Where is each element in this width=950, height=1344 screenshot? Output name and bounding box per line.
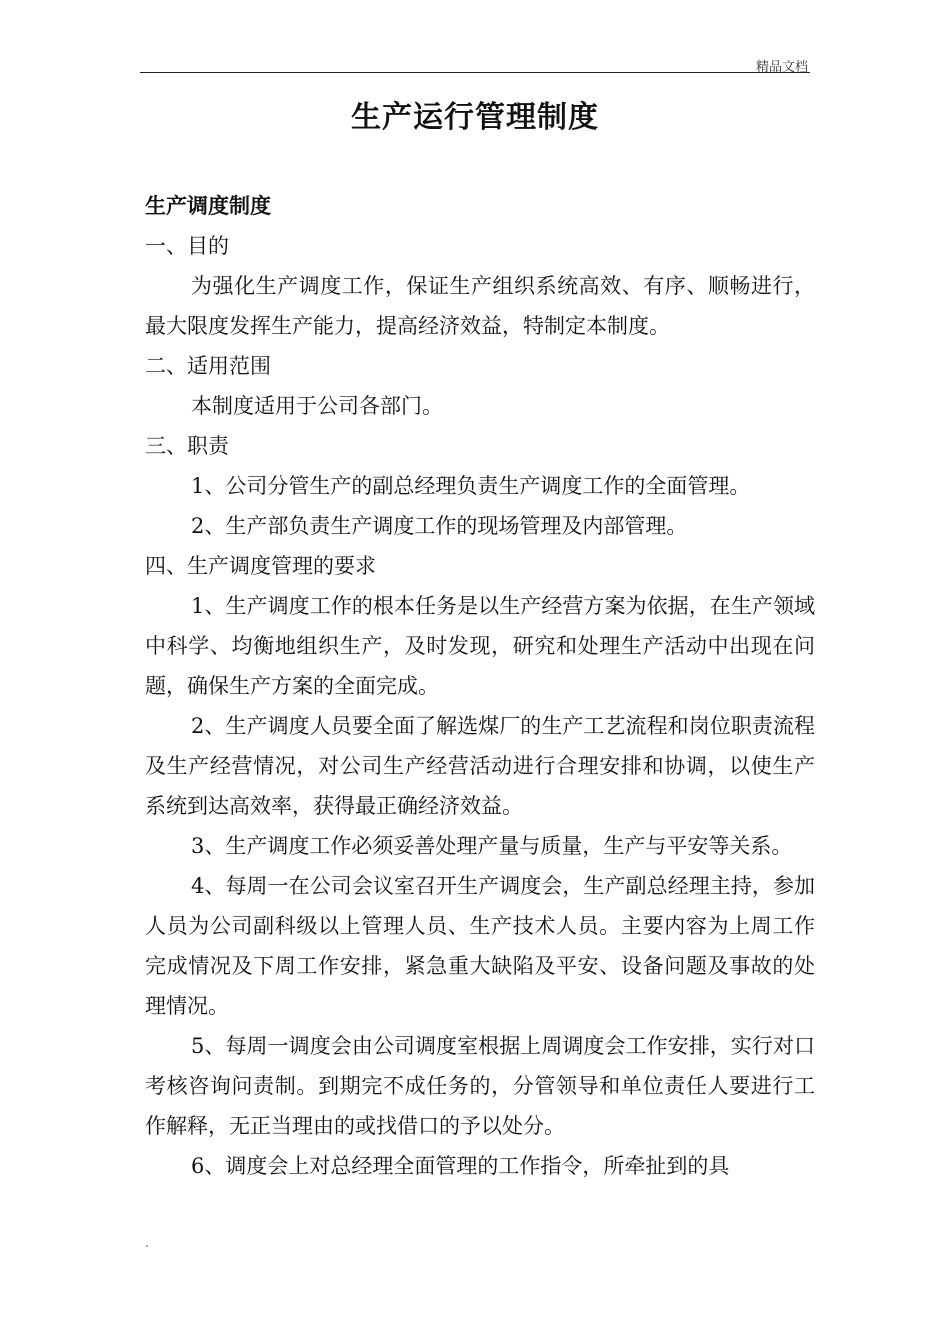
document-title: 生产运行管理制度 bbox=[351, 100, 599, 135]
heading-purpose: 一、目的 bbox=[145, 234, 229, 258]
footer-mark: . bbox=[145, 1236, 149, 1250]
section-title: 生产调度制度 bbox=[145, 194, 271, 218]
heading-requirements: 四、生产调度管理的要求 bbox=[145, 554, 376, 578]
paragraph-requirement-3: 3、生产调度工作必须妥善处理产量与质量，生产与平安等关系。 bbox=[191, 834, 793, 858]
header-divider bbox=[140, 72, 810, 73]
paragraph-requirement-1: 1、生产调度工作的根本任务是以生产经营方案为依据，在生产领域中科学、均衡地组织生产，及时发现，研究和处理生产活动中出现在问题，确保生产方案的全面完成。 bbox=[145, 594, 815, 698]
paragraph-duty-2: 2、生产部负责生产调度工作的现场管理及内部管理。 bbox=[191, 514, 688, 538]
heading-duties: 三、职责 bbox=[145, 434, 229, 458]
paragraph-requirement-6: 6、调度会上对总经理全面管理的工作指令，所牵扯到的具 bbox=[191, 1154, 730, 1178]
paragraph-duty-1: 1、公司分管生产的副总经理负责生产调度工作的全面管理。 bbox=[191, 474, 751, 498]
heading-scope: 二、适用范围 bbox=[145, 354, 271, 378]
paragraph-purpose: 为强化生产调度工作，保证生产组织系统高效、有序、顺畅进行，最大限度发挥生产能力，提高经济效益，特制定本制度。 bbox=[145, 274, 815, 338]
paragraph-requirement-5: 5、每周一调度会由公司调度室根据上周调度会工作安排，实行对口考核咨询问责制。到期完不成任务的，分管领导和单位责任人要进行工作解释，无正当理由的或找借口的予以处分。 bbox=[145, 1034, 815, 1138]
paragraph-requirement-4: 4、每周一在公司会议室召开生产调度会，生产副总经理主持，参加人员为公司副科级以上管理人员、生产技术人员。主要内容为上周工作完成情况及下周工作安排，紧急重大缺陷及平安、设备问题及事故的处理情况。 bbox=[145, 874, 815, 1018]
paragraph-requirement-2: 2、生产调度人员要全面了解选煤厂的生产工艺流程和岗位职责流程及生产经营情况，对公司生产经营活动进行合理安排和协调，以使生产系统到达高效率，获得最正确经济效益。 bbox=[145, 714, 815, 818]
header-label: 精品文档 bbox=[755, 60, 808, 75]
document-body bbox=[145, 186, 815, 1186]
paragraph-scope: 本制度适用于公司各部门。 bbox=[191, 394, 443, 418]
